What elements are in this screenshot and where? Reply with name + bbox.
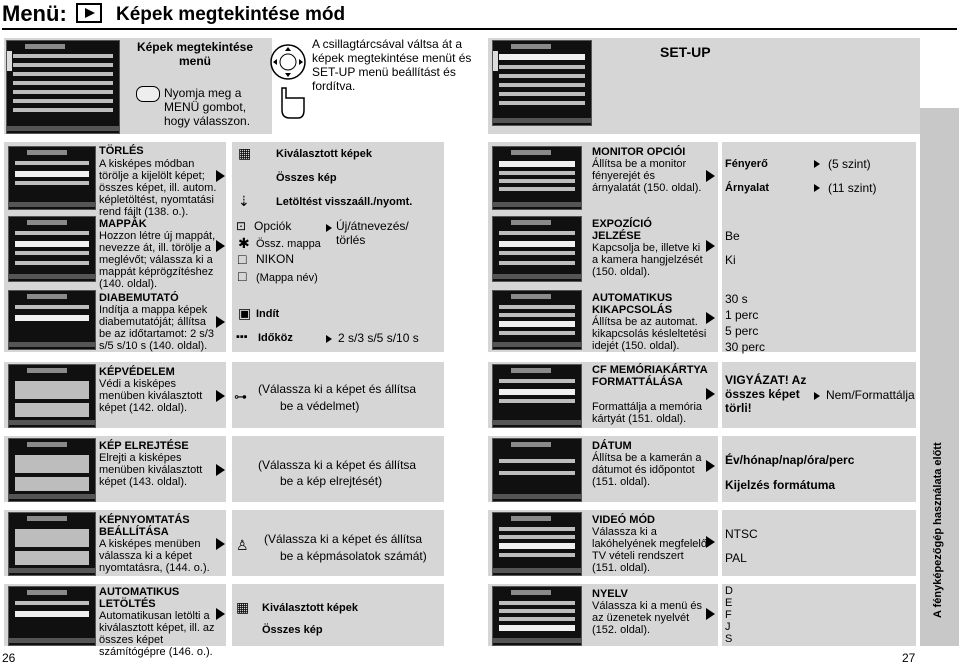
diabemutato-desc: Indítja a mappa képek diabemutatóját; állítsa be az időtartamot: 2 s/3 s/5 s/10 s (140. oldal). — [99, 304, 214, 352]
kepvedelem-desc: Védi a kisképes menüben kiválasztott képet (142. oldal). — [99, 378, 203, 414]
auto-kikapcs-opt1: 30 s — [725, 292, 748, 306]
nav-instruction: A csillagtárcsával váltsa át a képek megtekintése menüt és SET-UP menü beállítást és fordítva. — [312, 37, 472, 93]
kep-elrejtese-opt1: (Válassza ki a képet és állítsa — [258, 458, 417, 472]
page-number-right: 27 — [902, 651, 916, 665]
auto-kikapcs-screen — [492, 290, 582, 350]
auto-letoltes-title: AUTOMATIKUS LETÖLTÉS — [99, 586, 180, 610]
kep-elrejtese-opt2: be a kép elrejtését) — [280, 474, 383, 488]
auto-letoltes-opt2: Összes kép — [262, 624, 323, 636]
mappak-opt4: (Mappa név) — [256, 272, 318, 284]
video-arrow — [706, 536, 715, 548]
auto-kikapcs-arrow — [706, 312, 715, 324]
kepnyomtatas-opt2: be a képmásolatok számát) — [280, 549, 427, 563]
cf-opt-arrow — [814, 392, 820, 400]
cf-screen — [492, 364, 582, 428]
kep-elrejtese-title: KÉP ELREJTÉSE — [99, 440, 189, 452]
mappak-opt3: NIKON — [256, 252, 295, 266]
playback-instruction: Nyomja meg a MENÜ gombot, hogy válasszon. — [164, 86, 251, 128]
menu-button-icon — [136, 86, 160, 102]
page-number-left: 26 — [2, 651, 16, 665]
datum-opt1: Év/hónap/nap/óra/perc — [725, 453, 855, 467]
expozicio-title: EXPOZÍCIÓ JELZÉSE — [592, 218, 652, 242]
folder-icon: □ — [238, 251, 247, 267]
datum-desc: Állítsa be a kamerán a dátumot és időpontot (151. oldal). — [592, 452, 702, 488]
mappak-opt2: Össz. mappa — [256, 238, 321, 250]
mappak-opt1: Opciók — [254, 219, 292, 233]
play-mode-icon — [76, 3, 102, 23]
nyelv-arrow — [706, 608, 715, 620]
diabemutato-sub-arrow — [326, 335, 332, 343]
kepvedelem-title: KÉPVÉDELEM — [99, 366, 175, 378]
expozicio-arrow — [706, 240, 715, 252]
folder-name-icon: □ — [238, 268, 247, 284]
kep-elrejtese-arrow — [216, 464, 225, 476]
cf-warn: VIGYÁZAT! Az összes képet törli! — [725, 373, 807, 415]
monitor-val2: (11 szint) — [828, 181, 877, 195]
kepnyomtatas-opt1: (Válassza ki a képet és állítsa — [264, 532, 423, 546]
mappak-screen — [8, 216, 96, 282]
video-desc: Válassza ki a lakóhelyének megfelelő TV vételi rendszert (151. oldal). — [592, 526, 707, 574]
setup-label: SET-UP — [660, 44, 711, 60]
monitor-val1: (5 szint) — [828, 157, 871, 171]
kepnyomtatas-title: KÉPNYOMTATÁS BEÁLLÍTÁSA — [99, 514, 190, 538]
auto-kikapcs-title: AUTOMATIKUS KIKAPCSOLÁS — [592, 292, 673, 316]
torles-desc: A kisképes módban törölje a kijelölt képet; összes képet, ill. autom. képletöltést, nyomtatási rend fájlt (138. o.). — [99, 158, 217, 218]
diabemutato-opt2: Időköz — [258, 332, 293, 344]
mappak-sub-arrow — [326, 224, 332, 232]
monitor-arrow — [706, 170, 715, 182]
nyelv-opt5: S — [725, 633, 733, 645]
video-title: VIDEÓ MÓD — [592, 514, 655, 526]
download-icon: ⇣ — [238, 193, 250, 209]
cf-title: CF MEMÓRIAKÁRTYA FORMATTÁLÁSA — [592, 364, 708, 388]
diabemutato-screen — [8, 290, 96, 350]
page-header — [0, 0, 959, 30]
datum-title: DÁTUM — [592, 440, 632, 452]
diabemutato-sub: 2 s/3 s/5 s/10 s — [338, 331, 419, 345]
monitor-title: MONITOR OPCIÓI — [592, 146, 686, 158]
torles-opt1: Kiválasztott képek — [276, 148, 372, 160]
auto-kikapcs-desc: Állítsa be az automat. kikapcsolás késleltetési idejét (150. oldal). — [592, 316, 707, 352]
video-opts — [722, 510, 916, 576]
all-folders-icon: ✱ — [238, 235, 250, 251]
expozicio-opt1: Be — [725, 229, 740, 243]
auto-kikapcs-opt4: 30 perc — [725, 340, 766, 354]
mappak-sub: Új/átnevezés/ törlés — [336, 219, 409, 247]
auto-letoltes-desc: Automatikusan letölti a kiválasztott képet, ill. az összes képet számítógépre (146. o.). — [99, 610, 215, 658]
nyelv-opt4: J — [725, 621, 731, 633]
nyelv-title: NYELV — [592, 588, 628, 600]
kepvedelem-screen — [8, 364, 96, 428]
nyelv-opt3: F — [725, 609, 732, 621]
key-icon: ⊶ — [234, 389, 247, 404]
monitor-opt1-arrow — [814, 160, 820, 168]
setup-menu-screen — [492, 40, 592, 126]
nyelv-desc: Válassza ki a menü és az üzenetek nyelvét (152. oldal). — [592, 600, 703, 636]
multi-selector-icon — [268, 40, 308, 120]
mappak-title: MAPPÁK — [99, 218, 147, 230]
print-icon: ♙ — [236, 537, 249, 553]
datum-arrow — [706, 460, 715, 472]
kep-elrejtese-desc: Elrejti a kisképes menüben kiválasztott képet (143. oldal). — [99, 452, 203, 488]
auto-letoltes-opts — [232, 584, 444, 646]
mappak-arrow — [216, 240, 225, 252]
sidebar-text: A fényképezőgép használata előtt — [932, 442, 944, 618]
nyelv-opts — [722, 584, 916, 646]
cf-desc: Formattálja a memória kártyát (151. oldal). — [592, 401, 703, 425]
monitor-desc: Állítsa be a monitor fényerejét és árnyalatát (150. oldal). — [592, 158, 702, 194]
mappak-desc: Hozzon létre új mappát, nevezze át, ill. törölje a meglévőt; válassza ki a mappát képrögzítéshez (140. oldal). — [99, 230, 216, 290]
torles-opt2: Összes kép — [276, 172, 337, 184]
monitor-opt2-arrow — [814, 184, 820, 192]
datum-opt2: Kijelzés formátuma — [725, 478, 836, 492]
kepvedelem-arrow — [216, 390, 225, 402]
page-title: Képek megtekintése mód — [116, 4, 346, 25]
torles-screen — [8, 146, 96, 210]
cf-arrow — [706, 388, 715, 400]
expozicio-opt2: Ki — [725, 253, 736, 267]
auto-letoltes-screen — [8, 586, 96, 646]
expozicio-screen — [492, 216, 582, 282]
nyelv-opt2: E — [725, 597, 733, 609]
kepvedelem-opt2: be a védelmet) — [280, 399, 360, 413]
monitor-screen — [492, 146, 582, 210]
playback-menu-screen — [6, 40, 120, 134]
diabemutato-arrow — [216, 316, 225, 328]
header-prefix: Menü: — [2, 1, 67, 26]
transfer-selected-icon: ▦ — [236, 599, 250, 615]
torles-opt3: Letöltést visszaáll./nyomt. — [276, 196, 413, 208]
nyelv-screen — [492, 586, 582, 646]
diabemutato-title: DIABEMUTATÓ — [99, 292, 179, 304]
torles-title: TÖRLÉS — [99, 145, 144, 157]
video-screen — [492, 512, 582, 576]
playback-menu-heading: Képek megtekintése menü — [136, 40, 254, 68]
monitor-opt1: Fényerő — [725, 158, 768, 170]
kepnyomtatas-arrow — [216, 538, 225, 550]
datum-screen — [492, 438, 582, 502]
auto-letoltes-arrow — [216, 608, 225, 620]
expozicio-desc: Kapcsolja be, illetve ki a kamera hangjelzését (150. oldal). — [592, 242, 703, 278]
kepvedelem-opt1: (Válassza ki a képet és állítsa — [258, 382, 417, 396]
monitor-opt2: Árnyalat — [725, 182, 770, 194]
folder-options-icon: ⊡ — [236, 219, 247, 233]
kepnyomtatas-screen — [8, 512, 96, 576]
datum-opts — [722, 436, 916, 502]
kep-elrejtese-screen — [8, 438, 96, 502]
auto-kikapcs-opt3: 5 perc — [725, 324, 759, 338]
cf-opt: Nem/Formattálja — [826, 388, 915, 402]
slideshow-start-icon: ▣ — [238, 305, 252, 321]
interval-icon: ▪▪▪ — [236, 331, 248, 343]
sidebar-tab — [920, 108, 959, 646]
torles-arrow — [216, 170, 225, 182]
video-opt2: PAL — [725, 551, 747, 565]
auto-letoltes-opt1: Kiválasztott képek — [262, 602, 358, 614]
trash-selected-icon: ▦ — [238, 145, 252, 161]
auto-kikapcs-opt2: 1 perc — [725, 308, 759, 322]
kepnyomtatas-desc: A kisképes menüben válassza ki a képet nyomtatásra, (144. o.). — [99, 538, 210, 574]
video-opt1: NTSC — [725, 527, 758, 541]
nyelv-opt1: D — [725, 585, 733, 597]
diabemutato-opt1: Indít — [256, 308, 280, 320]
